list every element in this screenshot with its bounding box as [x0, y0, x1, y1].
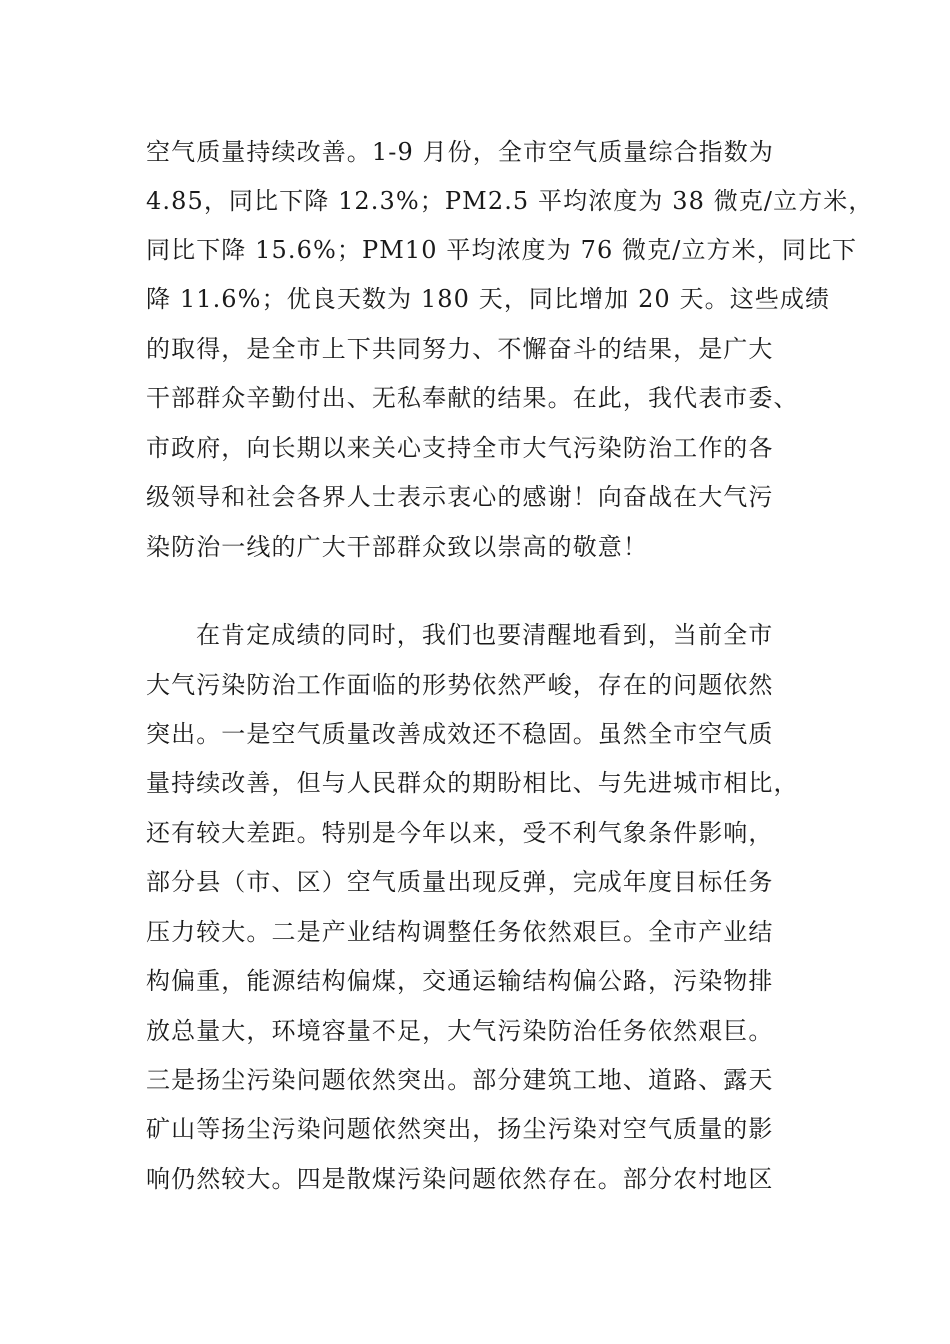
paragraph-1-line-4: 降 11.6%；优良天数为 180 天，同比增加 20 天。这些成绩: [146, 285, 831, 313]
paragraph-2-line-6: 部分县（市、区）空气质量出现反弹，完成年度目标任务: [146, 868, 774, 896]
paragraph-1-line-8: 级领导和社会各界人士表示衷心的感谢！向奋战在大气污: [146, 483, 774, 511]
paragraph-1-line-3: 同比下降 15.6%；PM10 平均浓度为 76 微克/立方米，同比下: [146, 236, 858, 264]
paragraph-2-line-5: 还有较大差距。特别是今年以来，受不利气象条件影响，: [146, 819, 774, 847]
paragraph-2-line-2: 大气污染防治工作面临的形势依然严峻，存在的问题依然: [146, 671, 774, 699]
paragraph-1-line-1: 空气质量持续改善。1-9 月份，全市空气质量综合指数为: [146, 138, 774, 166]
paragraph-1-line-9: 染防治一线的广大干部群众致以崇高的敬意！: [146, 533, 648, 561]
paragraph-2-line-11: 矿山等扬尘污染问题依然突出，扬尘污染对空气质量的影: [146, 1115, 774, 1143]
paragraph-2-line-8: 构偏重，能源结构偏煤，交通运输结构偏公路，污染物排: [146, 967, 774, 995]
paragraph-2-line-1: 在肯定成绩的同时，我们也要清醒地看到，当前全市: [196, 621, 774, 649]
paragraph-2-line-3: 突出。一是空气质量改善成效还不稳固。虽然全市空气质: [146, 720, 774, 748]
paragraph-1-line-7: 市政府，向长期以来关心支持全市大气污染防治工作的各: [146, 434, 774, 462]
paragraph-2-line-9: 放总量大，环境容量不足，大气污染防治任务依然艰巨。: [146, 1017, 774, 1045]
paragraph-1-line-5: 的取得，是全市上下共同努力、不懈奋斗的结果，是广大: [146, 335, 774, 363]
paragraph-1-line-2: 4.85，同比下降 12.3%；PM2.5 平均浓度为 38 微克/立方米，: [146, 187, 874, 215]
paragraph-2-line-4: 量持续改善，但与人民群众的期盼相比、与先进城市相比，: [146, 769, 799, 797]
paragraph-1-line-6: 干部群众辛勤付出、无私奉献的结果。在此，我代表市委、: [146, 384, 799, 412]
paragraph-2-line-7: 压力较大。二是产业结构调整任务依然艰巨。全市产业结: [146, 918, 774, 946]
paragraph-2-line-12: 响仍然较大。四是散煤污染问题依然存在。部分农村地区: [146, 1165, 774, 1193]
paragraph-2-line-10: 三是扬尘污染问题依然突出。部分建筑工地、道路、露天: [146, 1066, 774, 1094]
